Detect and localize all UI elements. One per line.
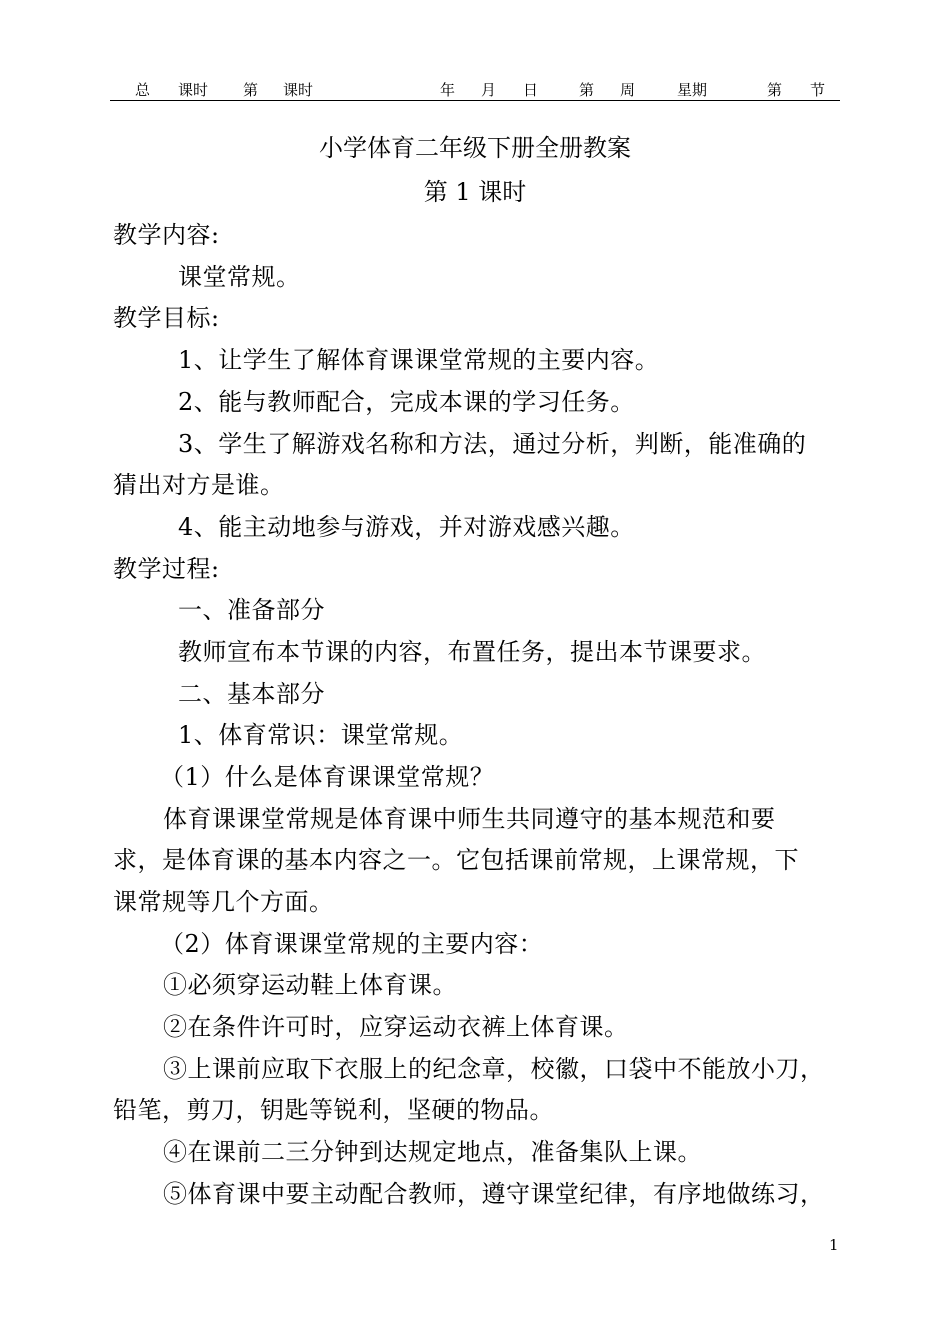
paragraph-line: 铅笔，剪刀，钥匙等锐利，坚硬的物品。: [113, 1096, 554, 1124]
paragraph-line: 体育课课堂常规是体育课中师生共同遵守的基本规范和要: [163, 805, 776, 833]
paragraph-line: 求，是体育课的基本内容之一。它包括课前常规，上课常规，下: [113, 846, 799, 874]
list-item: ①必须穿运动鞋上体育课。: [163, 971, 457, 999]
header-nth-unit: 课时: [283, 81, 314, 99]
header-section-unit: 节: [810, 81, 826, 99]
subsection-heading: 一、准备部分: [178, 596, 325, 624]
paragraph-line: 教师宣布本节课的内容，布置任务，提出本节课要求。: [178, 638, 766, 666]
paragraph-line: 猜出对方是谁。: [113, 471, 285, 499]
list-item: ④在课前二三分钟到达规定地点，准备集队上课。: [163, 1138, 702, 1166]
paragraph-line: 课堂常规。: [178, 263, 301, 291]
section-heading: 教学过程:: [113, 555, 220, 583]
header-weekday: 星期: [677, 81, 708, 99]
list-item: ②在条件许可时，应穿运动衣裤上体育课。: [163, 1013, 629, 1041]
list-item: 1、让学生了解体育课课堂常规的主要内容。: [178, 346, 660, 374]
header-month: 月: [481, 81, 497, 99]
header-section-prefix: 第: [767, 81, 783, 99]
header-week-prefix: 第: [579, 81, 595, 99]
list-item: 2、能与教师配合，完成本课的学习任务。: [178, 388, 635, 416]
page-header: [110, 79, 840, 101]
header-total-label: 总: [135, 81, 151, 99]
section-heading: 教学内容:: [113, 221, 220, 249]
document-title: 小学体育二年级下册全册教案: [319, 134, 631, 162]
header-total-unit: 课时: [178, 81, 209, 99]
list-item: （2）体育课课堂常规的主要内容：: [160, 930, 544, 958]
page-number: 1: [829, 1236, 839, 1254]
header-nth-label: 第: [243, 81, 259, 99]
list-item: （1）什么是体育课课堂常规？: [160, 763, 495, 791]
list-item: 3、学生了解游戏名称和方法，通过分析，判断，能准确的: [178, 430, 807, 458]
list-item: 1、体育常识：课堂常规。: [178, 721, 464, 749]
list-item: ③上课前应取下衣服上的纪念章，校徽，口袋中不能放小刀，: [163, 1055, 825, 1083]
subsection-heading: 二、基本部分: [178, 680, 325, 708]
header-day: 日: [523, 81, 539, 99]
lesson-number: 第 1 课时: [423, 178, 527, 206]
list-item: ⑤体育课中要主动配合教师，遵守课堂纪律，有序地做练习，: [163, 1180, 825, 1208]
header-week-unit: 周: [620, 81, 636, 99]
paragraph-line: 课常规等几个方面。: [113, 888, 334, 916]
section-heading: 教学目标:: [113, 304, 220, 332]
list-item: 4、能主动地参与游戏，并对游戏感兴趣。: [178, 513, 635, 541]
header-year: 年: [440, 81, 456, 99]
